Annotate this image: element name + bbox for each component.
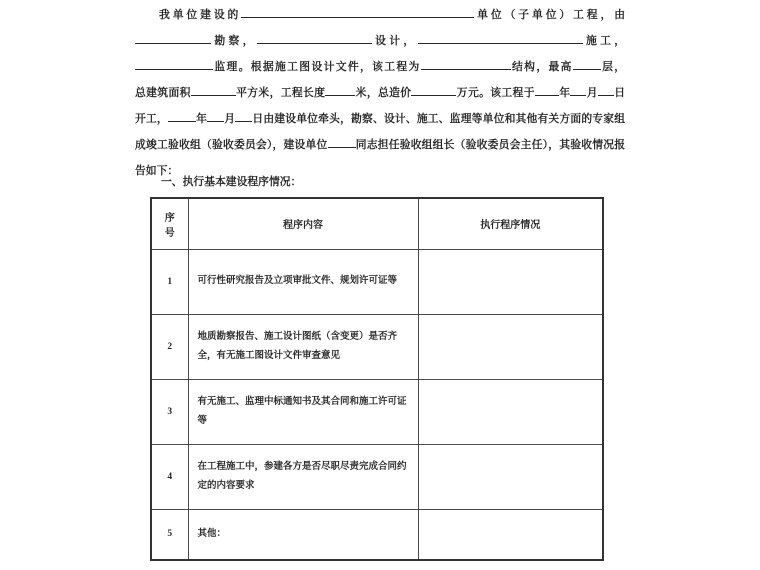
cell-index: 3 xyxy=(151,379,188,444)
cell-status xyxy=(418,314,603,379)
paragraph-text: 勘察， xyxy=(211,35,257,47)
paragraph-text: 米，总造价 xyxy=(355,87,412,99)
paragraph-text: 成竣工验收组（验收委员会），建设单位 xyxy=(135,139,328,151)
table-row xyxy=(151,509,603,560)
cell-content: 有无施工、监理中标通知书及其合同和施工许可证等 xyxy=(188,379,418,444)
table-row xyxy=(151,249,603,314)
paragraph-text: 我单位建设的 xyxy=(159,9,242,21)
paragraph-text: 平方米，工程长度 xyxy=(235,87,326,99)
col-header-index: 序号 xyxy=(151,198,188,249)
paragraph-line xyxy=(135,28,625,54)
paragraph-text: 年 xyxy=(558,87,571,99)
blank-underline xyxy=(207,110,224,122)
paragraph-line xyxy=(135,80,625,106)
cell-status xyxy=(418,444,603,509)
blank-underline xyxy=(328,136,356,148)
cell-content: 其他： xyxy=(188,509,418,560)
blank-underline xyxy=(257,32,372,44)
cell-content: 可行性研究报告及立项审批文件、规划许可证等 xyxy=(188,249,418,314)
paragraph-line xyxy=(135,54,625,80)
cell-content: 地质勘察报告、施工设计图纸（含变更）是否齐全，有无施工图设计文件审查意见 xyxy=(188,314,418,379)
blank-underline xyxy=(418,32,583,44)
blank-underline xyxy=(135,58,213,70)
paragraph-text: 结构，最高 xyxy=(510,61,573,73)
cell-status xyxy=(418,509,603,560)
paragraph-text: 年 xyxy=(195,113,208,125)
blank-underline xyxy=(325,84,355,96)
cell-content: 在工程施工中，参建各方是否尽职尽责完成合同约定的内容要求 xyxy=(188,444,418,509)
cell-index: 1 xyxy=(151,249,188,314)
paragraph-text: 单位（子单位）工程，由 xyxy=(474,9,626,21)
col-header-content: 程序内容 xyxy=(188,198,418,249)
paragraph-text: 月 xyxy=(224,113,236,125)
paragraph-line xyxy=(135,132,625,158)
report-paragraph xyxy=(135,2,625,184)
blank-underline xyxy=(235,110,252,122)
blank-underline xyxy=(421,58,511,70)
blank-underline xyxy=(135,32,211,44)
blank-underline xyxy=(598,84,614,96)
paragraph-text: 开工， xyxy=(135,113,168,125)
paragraph-text: 日 xyxy=(613,87,626,99)
paragraph-text: 月 xyxy=(586,87,598,99)
blank-underline xyxy=(573,58,601,70)
paragraph-text: 万元。该工程于 xyxy=(456,87,535,99)
paragraph-text: 同志担任验收组组长（验收委员会主任），其验收情况报 xyxy=(355,139,625,151)
blank-underline xyxy=(191,84,236,96)
cell-status xyxy=(418,249,603,314)
procedure-table xyxy=(150,197,604,561)
table-row xyxy=(151,379,603,444)
col-header-status: 执行程序情况 xyxy=(418,198,603,249)
blank-underline xyxy=(570,84,586,96)
paragraph-text: 日由建设单位牵头，勘察、设计、施工、监理等单位和其他有关方面的专家组 xyxy=(252,113,626,125)
paragraph-text: 施工， xyxy=(582,35,626,47)
table-row xyxy=(151,314,603,379)
table-row xyxy=(151,444,603,509)
section-heading: 一、执行基本建设程序情况： xyxy=(161,176,302,188)
blank-underline xyxy=(241,6,474,18)
procedure-table-body xyxy=(151,249,603,560)
table-header-row xyxy=(151,198,603,249)
paragraph-text: 告如下： xyxy=(135,165,179,177)
paragraph-line xyxy=(135,2,625,28)
paragraph-line xyxy=(135,106,625,132)
paragraph-text: 总建筑面积 xyxy=(135,87,191,99)
cell-index: 4 xyxy=(151,444,188,509)
blank-underline xyxy=(411,84,456,96)
blank-underline xyxy=(535,84,559,96)
cell-index: 5 xyxy=(151,509,188,560)
cell-index: 2 xyxy=(151,314,188,379)
blank-underline xyxy=(168,110,196,122)
cell-status xyxy=(418,379,603,444)
paragraph-text: 设计， xyxy=(371,35,418,47)
paragraph-text: 监理。根据施工图设计文件，该工程为 xyxy=(213,61,421,73)
paragraph-text: 层， xyxy=(600,61,626,73)
